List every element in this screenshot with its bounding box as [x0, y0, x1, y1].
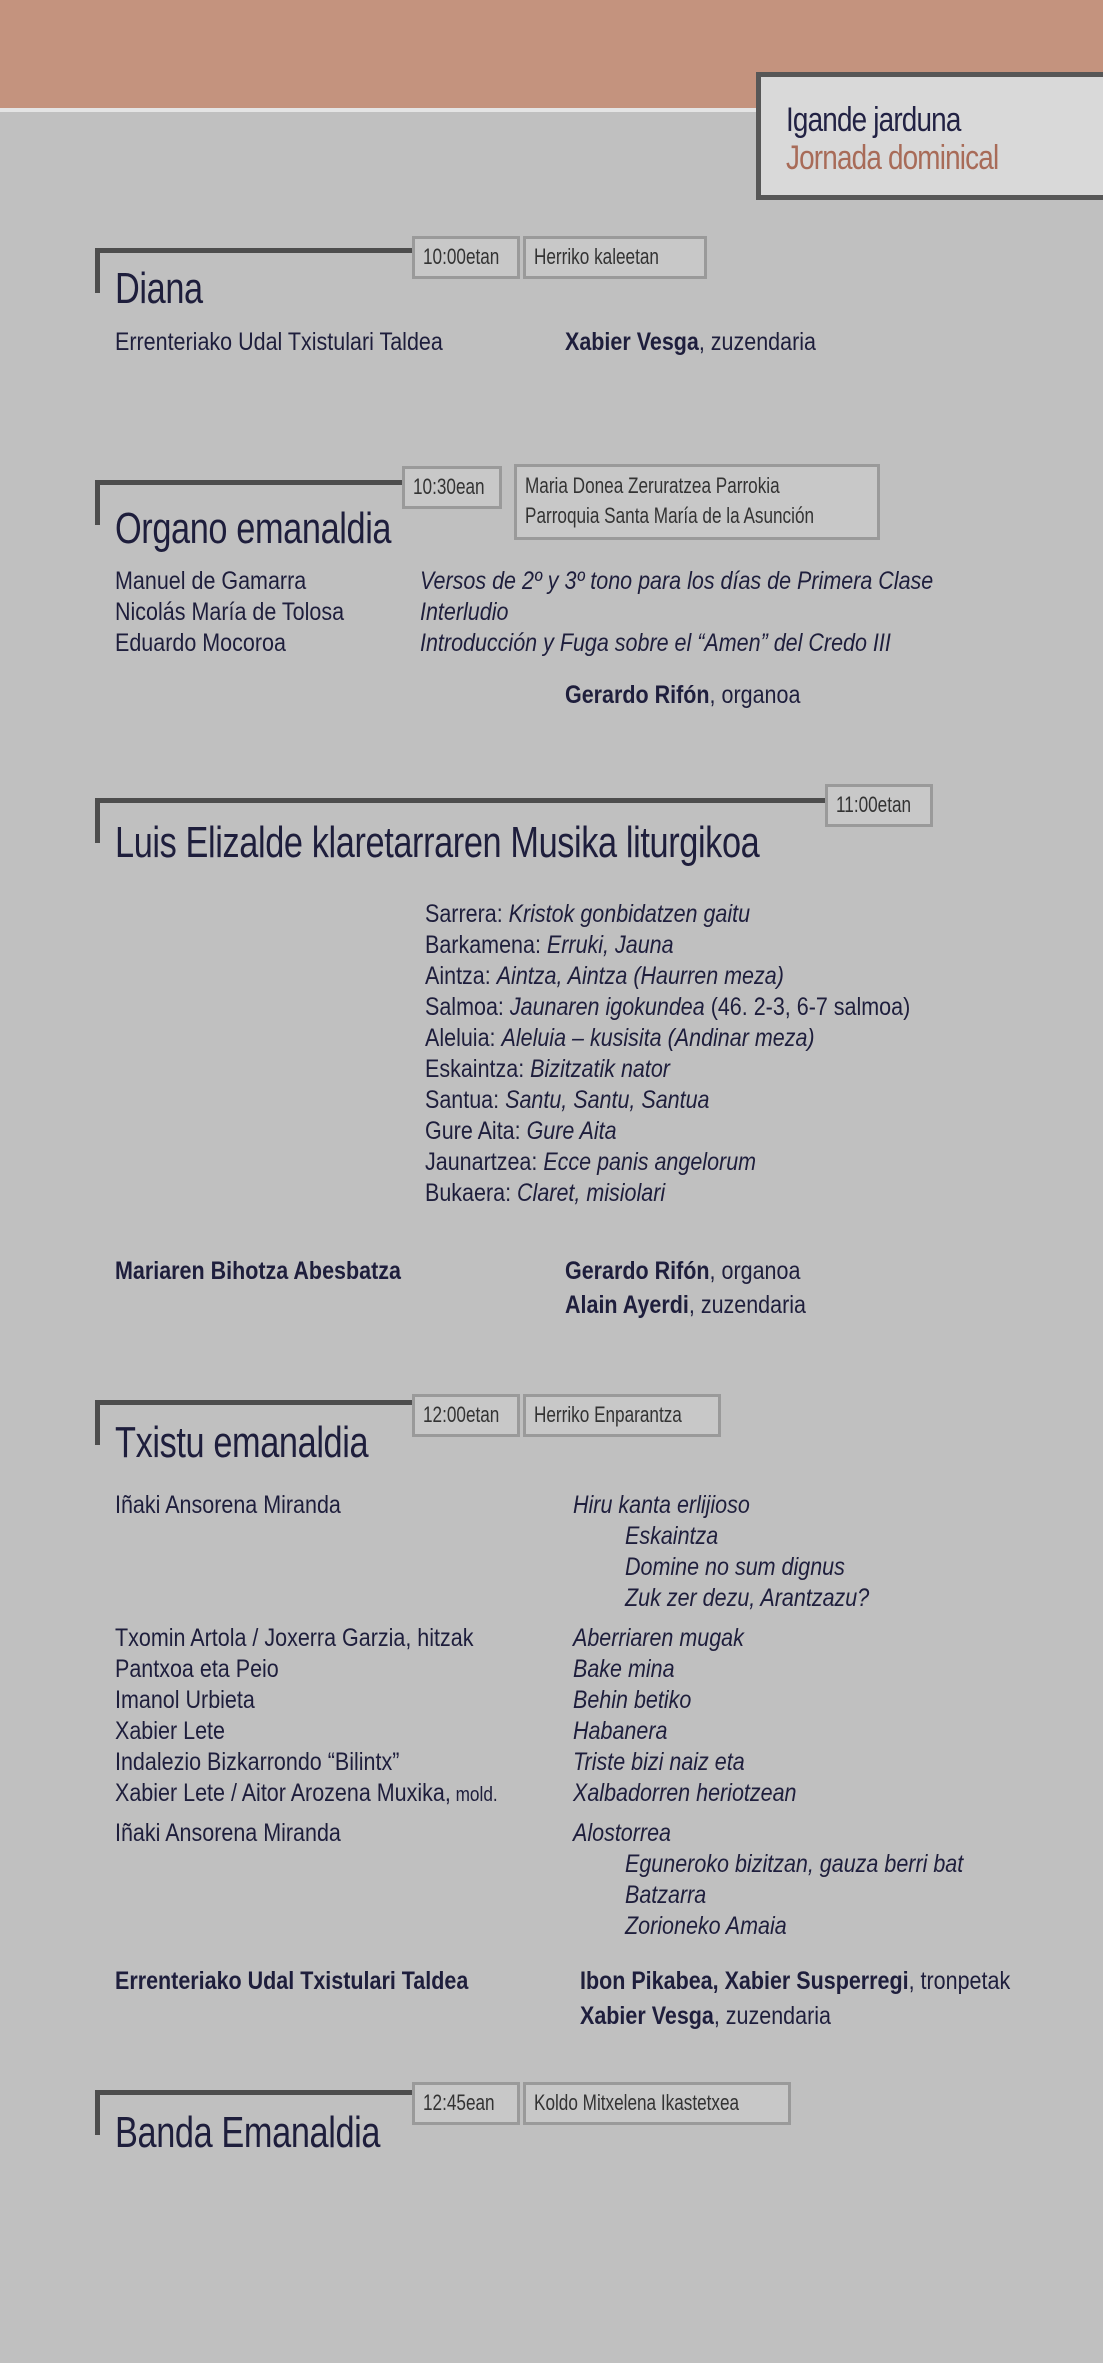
work-title: Triste bizi naiz eta — [573, 1748, 745, 1776]
work-title: Habanera — [573, 1717, 668, 1745]
composer: Iñaki Ansorena Miranda — [115, 1819, 341, 1847]
section-title: Txistu emanaldia — [115, 1418, 369, 1467]
time-text: 12:00etan — [423, 1402, 500, 1427]
place-text: Herriko kaleetan — [534, 244, 659, 269]
director-name: Alain Ayerdi — [565, 1291, 689, 1319]
work-title: Aberriaren mugak — [573, 1624, 744, 1652]
composer: Indalezio Bizkarrondo “Bilintx” — [115, 1748, 400, 1776]
time-text: 10:00etan — [423, 244, 500, 269]
place-text: Koldo Mitxelena Ikastetxea — [534, 2090, 740, 2115]
director-name: Xabier Vesga — [565, 328, 699, 356]
time-text: 11:00etan — [836, 792, 912, 817]
composer: Nicolás María de Tolosa — [115, 598, 345, 626]
group-name: Errenteriako Udal Txistulari Taldea — [115, 328, 443, 356]
composer: Pantxoa eta Peio — [115, 1655, 279, 1683]
liturgy-part: Sarrera: Kristok gonbidatzen gaitu — [425, 900, 751, 928]
liturgy-part: Jaunartzea: Ecce panis angelorum — [425, 1148, 757, 1176]
work-title: Behin betiko — [573, 1686, 692, 1714]
place-tag — [523, 2082, 791, 2125]
organist-name: Gerardo Rifón — [565, 1257, 710, 1285]
director-name: Xabier Vesga — [580, 2002, 714, 2030]
composer: Imanol Urbieta — [115, 1686, 255, 1714]
group-name: Errenteriako Udal Txistulari Taldea — [115, 1967, 469, 1995]
work-title: Introducción y Fuga sobre el “Amen” del Credo III — [420, 629, 891, 657]
sub-work: Eskaintza — [625, 1522, 719, 1550]
time-tag — [825, 784, 933, 827]
place-text-spanish: Parroquia Santa María de la Asunción — [525, 503, 815, 528]
section-title: Banda Emanaldia — [115, 2108, 381, 2157]
performer-role: , organoa — [709, 681, 801, 709]
liturgy-part: Gure Aita: Gure Aita — [425, 1117, 617, 1145]
section-title: Luis Elizalde klaretarraren Musika liturgikoa — [115, 818, 760, 867]
place-tag — [523, 1394, 721, 1437]
sub-work: Zuk zer dezu, Arantzazu? — [625, 1584, 870, 1612]
time-tag — [402, 466, 502, 509]
header-box — [756, 72, 1103, 200]
liturgy-part: Barkamena: Erruki, Jauna — [425, 931, 674, 959]
liturgy-part: Santua: Santu, Santu, Santua — [425, 1086, 710, 1114]
place-text-basque: Maria Donea Zeruratzea Parrokia — [525, 473, 780, 498]
director-role: , zuzendaria — [698, 328, 816, 356]
time-tag — [412, 1394, 520, 1437]
performer-name: Gerardo Rifón — [565, 681, 710, 709]
work-title: Alostorrea — [573, 1819, 671, 1847]
trumpets-role: , tronpetak — [908, 1967, 1011, 1995]
time-text: 12:45ean — [423, 2090, 495, 2115]
liturgy-part: Eskaintza: Bizitzatik nator — [425, 1055, 670, 1083]
work-title: Hiru kanta erlijioso — [573, 1491, 750, 1519]
sub-work: Eguneroko bizitzan, gauza berri bat — [625, 1850, 964, 1878]
liturgy-part: Aleluia: Aleluia – kusisita (Andinar meza) — [425, 1024, 815, 1052]
liturgy-part: Aintza: Aintza, Aintza (Haurren meza) — [425, 962, 784, 990]
time-tag — [412, 236, 520, 279]
group-name: Mariaren Bihotza Abesbatza — [115, 1257, 401, 1285]
director-role: , zuzendaria — [688, 1291, 807, 1319]
time-text: 10:30ean — [413, 474, 485, 499]
place-text: Herriko Enparantza — [534, 1402, 682, 1427]
composer: Xabier Lete / Aitor Arozena Muxika, mold. — [115, 1779, 498, 1807]
place-tag — [523, 236, 707, 279]
work-title: Versos de 2º y 3º tono para los días de Primera Clase — [420, 567, 934, 595]
composer: Manuel de Gamarra — [115, 567, 307, 595]
work-title: Bake mina — [573, 1655, 675, 1683]
trumpets-names: Ibon Pikabea, Xabier Susperregi — [580, 1967, 909, 1995]
composer: Xabier Lete — [115, 1717, 225, 1745]
sub-work: Zorioneko Amaia — [625, 1912, 787, 1940]
work-title: Xalbadorren heriotzean — [573, 1779, 797, 1807]
director-role: , zuzendaria — [713, 2002, 831, 2030]
header-title-spanish: Jornada dominical — [786, 139, 999, 177]
organist-role: , organoa — [709, 1257, 801, 1285]
place-tag — [514, 464, 880, 540]
liturgy-part: Salmoa: Jaunaren igokundea (46. 2-3, 6-7 salmoa) — [425, 993, 911, 1021]
time-tag — [412, 2082, 520, 2125]
liturgy-part: Bukaera: Claret, misiolari — [425, 1179, 666, 1207]
composer: Eduardo Mocoroa — [115, 629, 286, 657]
sub-work: Batzarra — [625, 1881, 707, 1909]
section-title: Organo emanaldia — [115, 504, 392, 553]
composer: Txomin Artola / Joxerra Garzia, hitzak — [115, 1624, 474, 1652]
composer: Iñaki Ansorena Miranda — [115, 1491, 341, 1519]
work-title: Interludio — [420, 598, 509, 626]
sub-work: Domine no sum dignus — [625, 1553, 845, 1581]
header-title-basque: Igande jarduna — [786, 101, 961, 139]
section-title: Diana — [115, 264, 203, 313]
